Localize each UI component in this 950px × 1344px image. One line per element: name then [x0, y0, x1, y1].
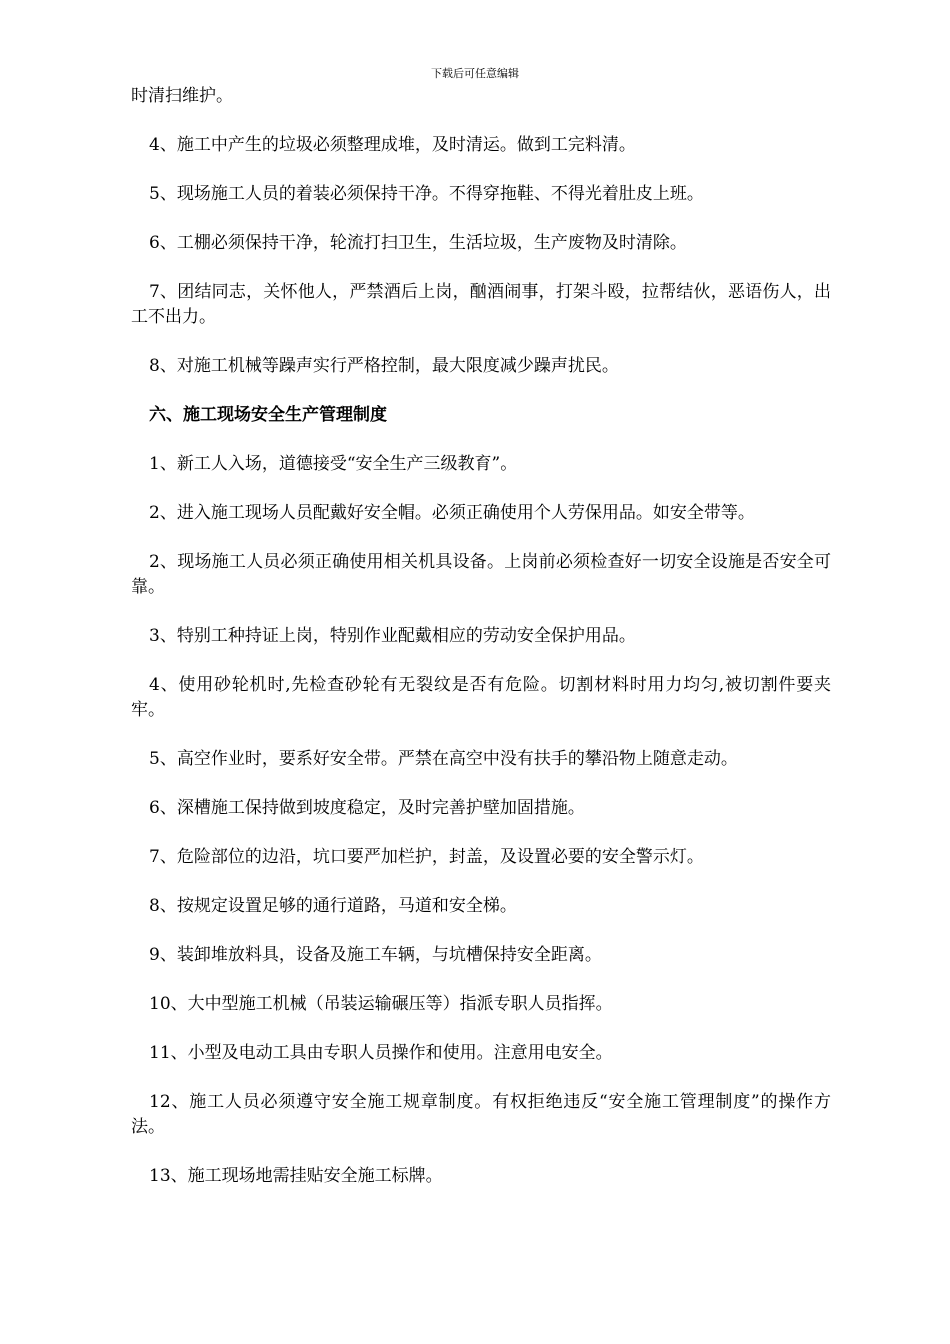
paragraph: 3、特别工种持证上岗，特别作业配戴相应的劳动安全保护用品。	[149, 626, 636, 646]
paragraph: 5、高空作业时，要系好安全带。严禁在高空中没有扶手的攀沿物上随意走动。	[149, 749, 738, 769]
paragraph: 10、大中型施工机械（吊装运输碾压等）指派专职人员指挥。	[149, 994, 613, 1014]
paragraph: 2、现场施工人员必须正确使用相关机具设备。上岗前必须检查好一切安全设施是否安全可靠。	[131, 552, 831, 597]
paragraph: 4、使用砂轮机时,先检查砂轮有无裂纹是否有危险。切割材料时用力均匀,被切割件要夹牢。	[131, 675, 831, 720]
paragraph: 时清扫维护。	[131, 86, 233, 106]
paragraph: 4、施工中产生的垃圾必须整理成堆，及时清运。做到工完料清。	[149, 135, 636, 155]
paragraph: 11、小型及电动工具由专职人员操作和使用。注意用电安全。	[149, 1043, 613, 1063]
paragraph: 2、进入施工现场人员配戴好安全帽。必须正确使用个人劳保用品。如安全带等。	[149, 503, 755, 523]
paragraph: 8、按规定设置足够的通行道路，马道和安全梯。	[149, 896, 517, 916]
section-heading: 六、施工现场安全生产管理制度	[149, 405, 387, 425]
paragraph: 8、对施工机械等躁声实行严格控制，最大限度减少躁声扰民。	[149, 356, 619, 376]
paragraph: 5、现场施工人员的着装必须保持干净。不得穿拖鞋、不得光着肚皮上班。	[149, 184, 704, 204]
paragraph: 7、团结同志，关怀他人，严禁酒后上岗，酗酒闹事，打架斗殴，拉帮结伙，恶语伤人，出工不出力。	[131, 282, 831, 327]
page-header: 下载后可任意编辑	[431, 67, 519, 80]
paragraph: 9、装卸堆放料具，设备及施工车辆，与坑槽保持安全距离。	[149, 945, 602, 965]
paragraph: 6、深槽施工保持做到坡度稳定，及时完善护壁加固措施。	[149, 798, 585, 818]
paragraph: 1、新工人入场，道德接受“安全生产三级教育”。	[149, 454, 518, 474]
paragraph: 6、工棚必须保持干净，轮流打扫卫生，生活垃圾，生产废物及时清除。	[149, 233, 687, 253]
paragraph: 13、施工现场地需挂贴安全施工标牌。	[149, 1166, 443, 1186]
document-body	[131, 84, 831, 1189]
paragraph: 12、施工人员必须遵守安全施工规章制度。有权拒绝违反“安全施工管理制度”的操作方法。	[131, 1092, 831, 1137]
paragraph: 7、危险部位的边沿，坑口要严加栏护，封盖，及设置必要的安全警示灯。	[149, 847, 704, 867]
